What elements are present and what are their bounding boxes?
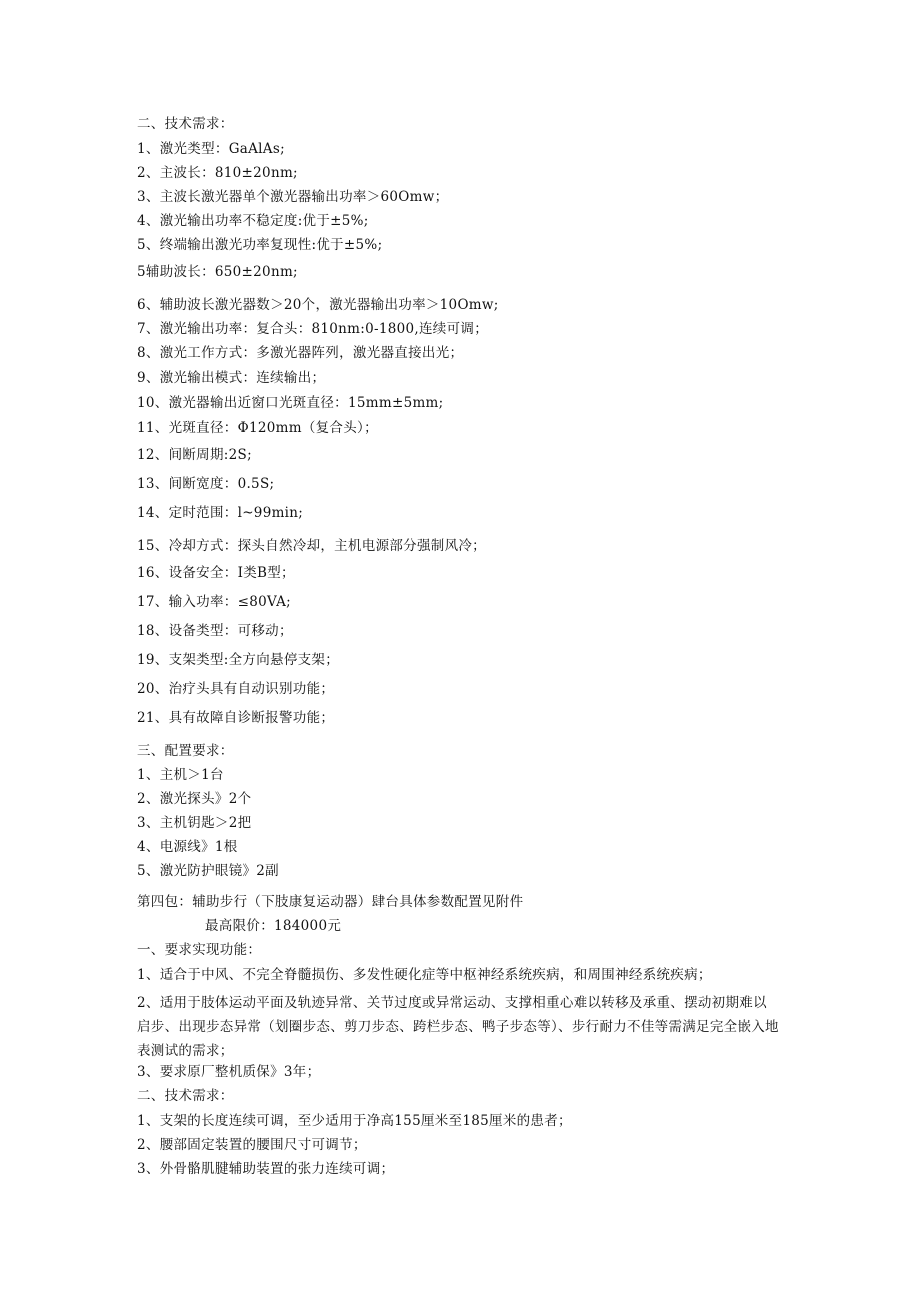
spec-line: 9、激光输出模式：连续输出；	[137, 370, 326, 386]
spec-line: 5辅助波长：650±20nm;	[137, 264, 298, 280]
spec-line: 15、冷却方式：探头自然冷却，主机电源部分强制风冷；	[137, 538, 486, 554]
spec-line: 10、激光器输出近窗口光斑直径：15mm±5mm;	[137, 395, 444, 411]
spec-line: 3、外骨骼肌腱辅助装置的张力连续可调；	[137, 1161, 395, 1177]
function-line: 1、适合于中风、不完全脊髓损伤、多发性硬化症等中枢神经系统疾病，和周围神经系统疾病；	[137, 967, 712, 983]
spec-line: 8、激光工作方式：多激光器阵列，激光器直接出光；	[137, 345, 464, 361]
config-line: 5、激光防护眼镜》2副	[137, 863, 279, 879]
function-line: 3、要求原厂整机质保》3年；	[137, 1064, 321, 1080]
spec-line: 18、设备类型：可移动；	[137, 623, 293, 639]
spec-line: 11、光斑直径：Φ120mm（复合头）；	[137, 420, 378, 436]
config-line: 1、主机＞1台	[137, 767, 224, 783]
spec-line: 14、定时范围：l~99min;	[137, 505, 304, 521]
spec-line: 5、终端输出激光功率复现性:优于±5%;	[137, 237, 383, 253]
spec-line: 16、设备安全：I类B型；	[137, 565, 295, 581]
function-paragraph: 2、适用于肢体运动平面及轨迹异常、关节过度或异常运动、支撑相重心难以转移及承重、摆动初期难以启步、出现步态异常（划圈步态、剪刀步态、跨栏步态、鸭子步态等）、步行耐力不佳等需满足完全嵌入地表测试的需求；	[137, 995, 779, 1059]
section-heading-tech-requirements: 二、技术需求：	[137, 116, 234, 132]
spec-line: 13、间断宽度：0.5S;	[137, 476, 275, 492]
spec-line: 17、输入功率：≤80VA;	[137, 594, 291, 610]
spec-line: 21、具有故障自诊断报警功能；	[137, 710, 335, 726]
section-heading-functions: 一、要求实现功能：	[137, 942, 262, 958]
spec-line: 2、主波长：810±20nm;	[137, 165, 298, 181]
spec-line: 1、激光类型：GaAlAs;	[137, 141, 285, 157]
section-heading-configuration: 三、配置要求：	[137, 743, 234, 759]
spec-line: 2、腰部固定装置的腰围尺寸可调节；	[137, 1137, 367, 1153]
section-heading-tech-requirements-2: 二、技术需求：	[137, 1088, 234, 1104]
spec-line: 4、激光输出功率不稳定度:优于±5%;	[137, 213, 369, 229]
spec-line: 1、支架的长度连续可调，至少适用于净高155厘米至185厘米的患者；	[137, 1113, 572, 1129]
spec-line: 20、治疗头具有自动识别功能；	[137, 681, 335, 697]
price-limit: 最高限价：184000元	[205, 918, 342, 934]
spec-line: 6、辅助波长激光器数＞20个，激光器输出功率＞10Omw;	[137, 297, 499, 313]
config-line: 2、激光探头》2个	[137, 791, 252, 807]
spec-line: 7、激光输出功率：复合头：810nm:0-1800,连续可调；	[137, 321, 488, 337]
config-line: 4、电源线》1根	[137, 839, 238, 855]
spec-line: 12、间断周期:2S;	[137, 447, 252, 463]
spec-line: 19、支架类型:全方向悬停支架；	[137, 652, 340, 668]
package-title: 第四包：辅助步行（下肢康复运动器）肆台具体参数配置见附件	[137, 894, 524, 910]
spec-line: 3、主波长激光器单个激光器输出功率＞60Omw；	[137, 189, 449, 205]
config-line: 3、主机钥匙＞2把	[137, 815, 252, 831]
